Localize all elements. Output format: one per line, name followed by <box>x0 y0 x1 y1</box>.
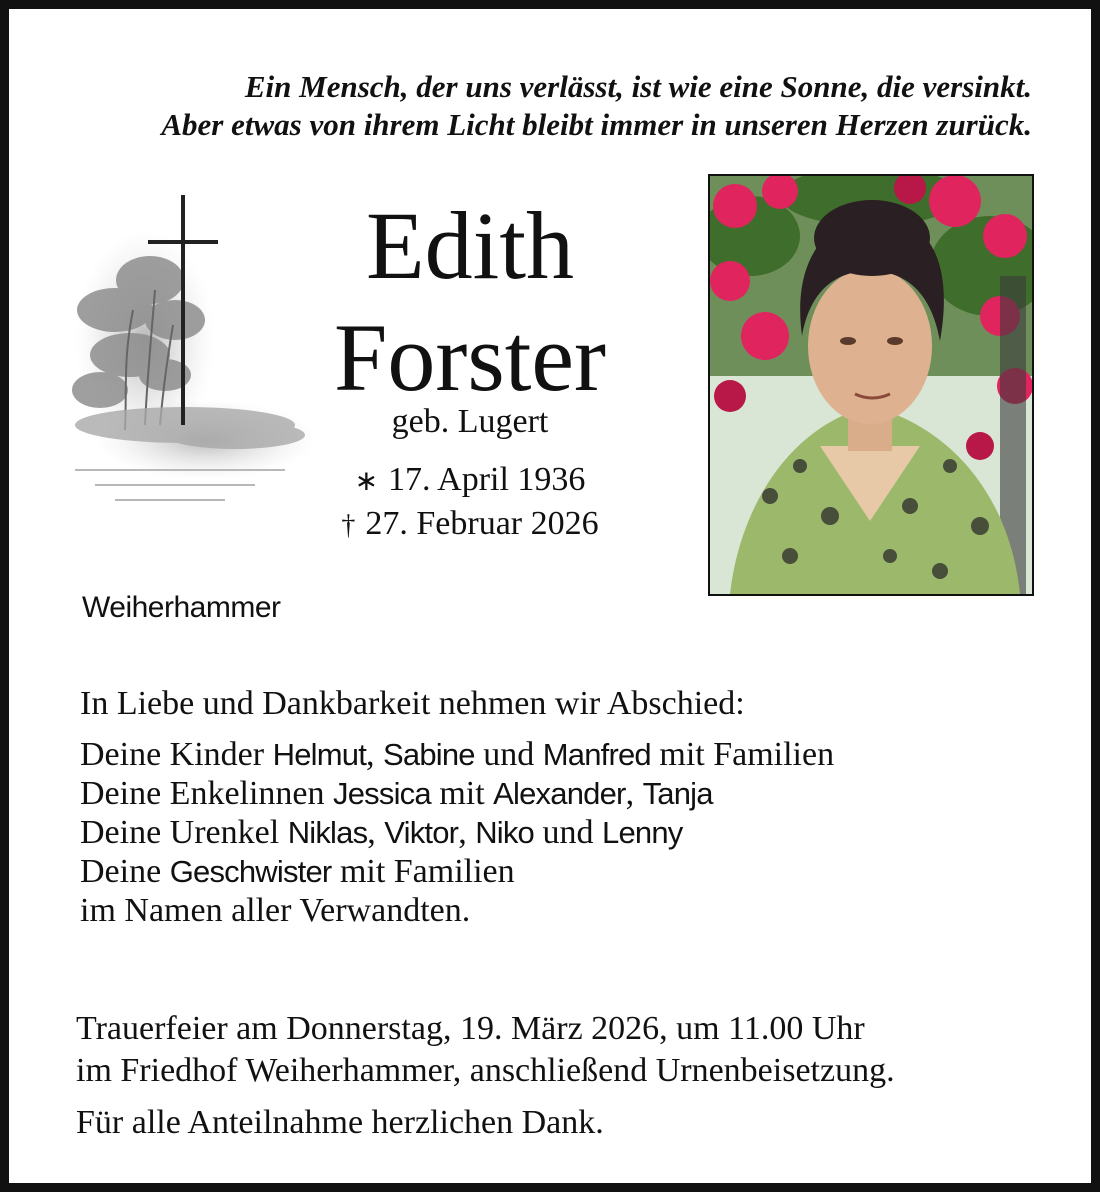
portrait-photo <box>708 174 1034 596</box>
children-conj: und <box>483 736 535 773</box>
great-grandchild-name-3: Niko <box>475 815 535 850</box>
death-date: 27. Februar 2026 <box>365 505 599 542</box>
grandchild-name-3: Tanja <box>642 776 713 811</box>
family-line-grandchildren <box>80 774 834 813</box>
death-cross-icon: † <box>341 510 356 541</box>
death-line <box>310 504 630 546</box>
service-line-1: Trauerfeier am Donnerstag, 19. März 2026, um 11.00 Uhr <box>76 1010 865 1047</box>
child-name-3: Manfred <box>542 737 651 772</box>
siblings-prefix: Deine <box>80 853 162 890</box>
cross-landscape-icon <box>55 190 315 540</box>
family-line-siblings <box>80 852 834 891</box>
birth-star-icon: ∗ <box>354 466 379 497</box>
great-grandchildren-conj: und <box>542 814 594 851</box>
grandchild-name-2: Alexander <box>493 776 626 811</box>
family-block <box>80 684 834 930</box>
grandchildren-sep: , <box>625 775 635 812</box>
motto-line-2: Aber etwas von ihrem Licht bleibt immer in unseren Herzen zurück. <box>161 107 1032 142</box>
children-sep-1: , <box>366 736 375 773</box>
funeral-service-info <box>76 1008 895 1092</box>
grandchildren-with: mit <box>439 775 485 812</box>
grandchild-name-1: Jessica <box>333 776 431 811</box>
family-intro: In Liebe und Dankbarkeit nehmen wir Abschied: <box>80 685 745 722</box>
birth-name: geb. Lugert <box>391 403 549 440</box>
birth-date: 17. April 1936 <box>388 461 586 498</box>
great-grandchildren-sep-2: , <box>458 814 467 851</box>
great-grandchildren-prefix: Deine Urenkel <box>80 814 280 851</box>
great-grandchild-name-4: Lenny <box>602 815 683 850</box>
great-grandchildren-sep-1: , <box>367 814 376 851</box>
last-name: Forster <box>334 304 606 411</box>
family-line-great-grandchildren <box>80 813 834 852</box>
great-grandchild-name-2: Viktor <box>384 815 459 850</box>
place-of-residence: Weiherhammer <box>82 591 281 624</box>
first-name: Edith <box>366 192 574 299</box>
thanks-line: Für alle Anteilnahme herzlichen Dank. <box>76 1104 604 1141</box>
great-grandchild-name-1: Niklas <box>287 815 368 850</box>
motto-line-1: Ein Mensch, der uns verlässt, ist wie eine Sonne, die versinkt. <box>244 69 1032 104</box>
children-suffix: mit Familien <box>659 736 835 773</box>
grandchildren-prefix: Deine Enkelinnen <box>80 775 325 812</box>
child-name-1: Helmut <box>272 737 367 772</box>
family-closing: im Namen aller Verwandten. <box>80 892 471 929</box>
children-prefix: Deine Kinder <box>80 736 265 773</box>
birth-line <box>310 460 630 502</box>
service-line-2: im Friedhof Weiherhammer, anschließend Urnenbeisetzung. <box>76 1052 895 1089</box>
siblings-name: Geschwister <box>169 854 332 889</box>
family-line-children <box>80 735 834 774</box>
child-name-2: Sabine <box>383 737 475 772</box>
siblings-suffix: mit Familien <box>339 853 515 890</box>
